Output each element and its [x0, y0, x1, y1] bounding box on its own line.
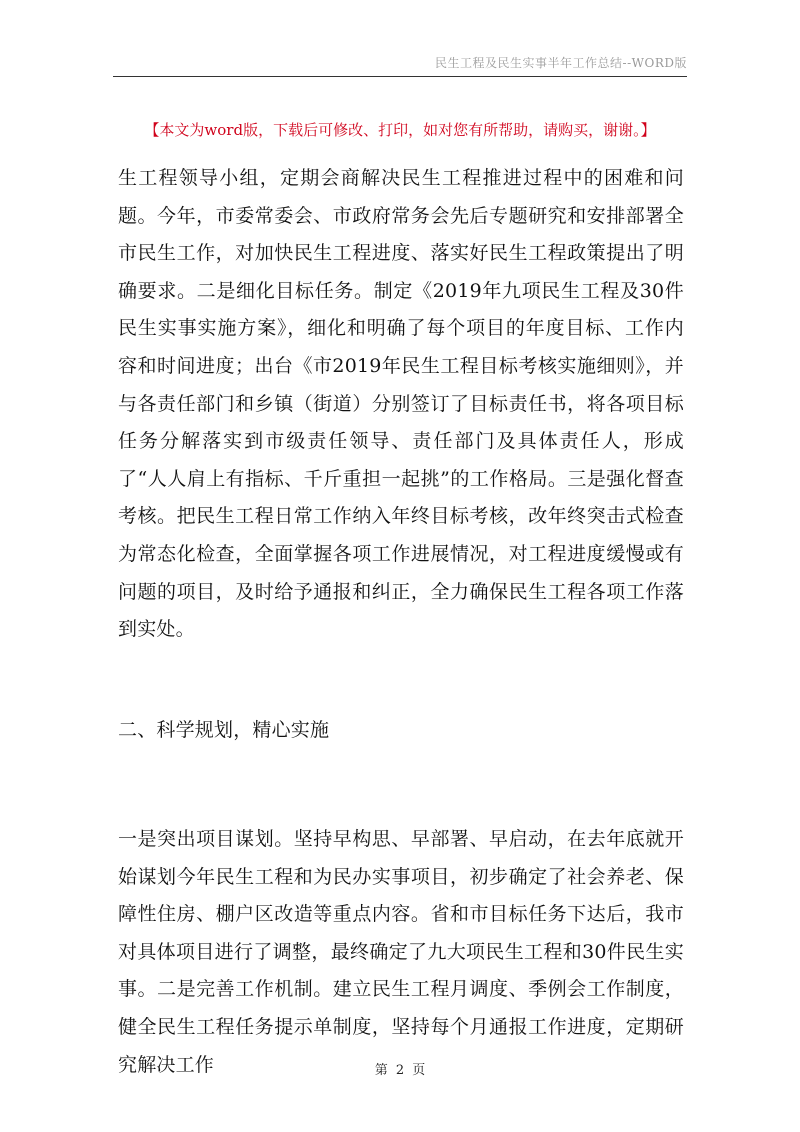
- body-paragraph-1: 生工程领导小组，定期会商解决民生工程推进过程中的困难和问题。今年，市委常委会、市政府常务会先后专题研究和安排部署全市民生工作，对加快民生工程进度、落实好民生工程政策提出了明确要求。二是细化目标任务。制定《2019年九项民生工程及30件民生实事实施方案》，细化和明确了每个项目的年度目标、工作内容和时间进度；出台《市2019年民生工程目标考核实施细则》，并与各责任部门和乡镇（街道）分别签订了目标责任书，将各项目标任务分解落实到市级责任领导、责任部门及具体责任人，形成了“人人肩上有指标、千斤重担一起挑”的工作格局。三是强化督查考核。把民生工程日常工作纳入年终目标考核，改年终突击式检查为常态化检查，全面掌握各项工作进展情况，对工程进度缓慢或有问题的项目，及时给予通报和纠正，全力确保民生工程各项工作落到实处。: [118, 167, 684, 641]
- download-notice: 【本文为word版，下载后可修改、打印，如对您有所帮助，请购买，谢谢。】: [144, 121, 656, 139]
- page-footer: [0, 1059, 800, 1078]
- page-number: 2: [395, 1063, 405, 1078]
- page-suffix: 页: [412, 1063, 426, 1078]
- section-heading-2: 二、科学规划，精心实施: [118, 719, 330, 741]
- header-rule: [113, 76, 687, 77]
- page-prefix: 第: [374, 1063, 388, 1078]
- running-header-title: 民生工程及民生实事半年工作总结--WORD版: [435, 56, 687, 70]
- body-paragraph-2: 一是突出项目谋划。坚持早构思、早部署、早启动，在去年底就开始谋划今年民生工程和为民办实事项目，初步确定了社会养老、保障性住房、棚户区改造等重点内容。省和市目标任务下达后，我市对具体项目进行了调整，最终确定了九大项民生工程和30件民生实事。二是完善工作机制。建立民生工程月调度、季例会工作制度，健全民生工程任务提示单制度，坚持每个月通报工作进度，定期研究解决工作: [118, 828, 684, 1076]
